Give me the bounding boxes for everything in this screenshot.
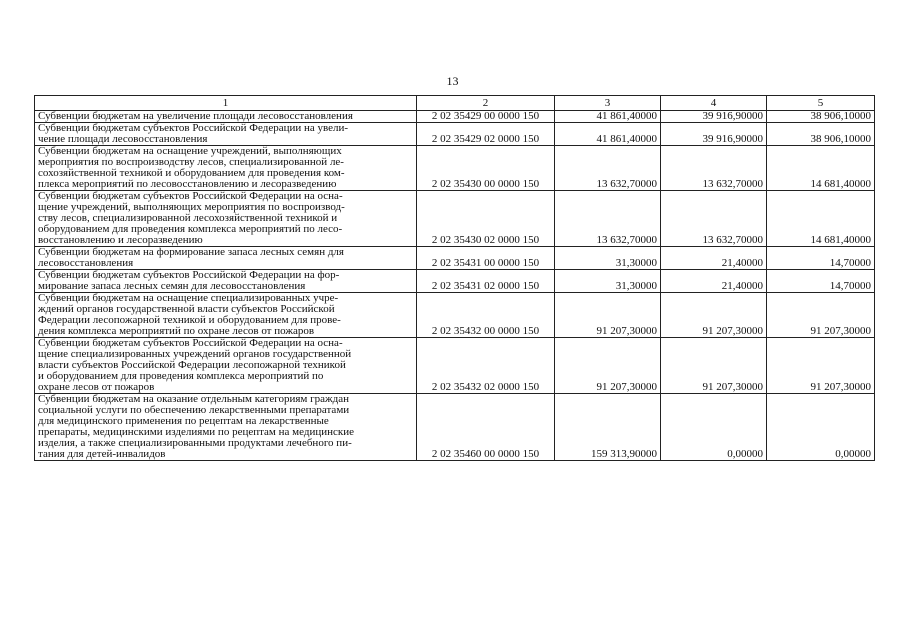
table-row <box>35 293 875 338</box>
row-description <box>35 394 417 461</box>
column-header: 4 <box>661 96 767 111</box>
amount-column-3: 31,30000 <box>555 270 661 293</box>
budget-classification-code: 2 02 35430 00 0000 150 <box>417 146 555 191</box>
description-line: Субвенции бюджетам субъектов Российской Федерации на осна- <box>38 337 343 349</box>
amount-column-3: 41 861,40000 <box>555 111 661 123</box>
description-line: социальной услуги по обеспечению лекарственными препаратами <box>38 404 350 416</box>
table-row <box>35 111 875 123</box>
column-header: 3 <box>555 96 661 111</box>
description-line: изделия, а также специализированными продуктами лечебного пи- <box>38 437 352 449</box>
description-line: ству лесов, специализированной лесохозяйственной техникой и <box>38 212 338 224</box>
amount-column-4: 0,00000 <box>661 394 767 461</box>
amount-column-4: 13 632,70000 <box>661 146 767 191</box>
row-description <box>35 293 417 338</box>
amount-column-4: 21,40000 <box>661 270 767 293</box>
budget-classification-code: 2 02 35430 02 0000 150 <box>417 191 555 247</box>
description-line: мирование запаса лесных семян для лесовосстановления <box>38 280 306 292</box>
description-line: Федерации лесопожарной техникой и оборудованием для прове- <box>38 314 341 326</box>
amount-column-5: 91 207,30000 <box>767 338 875 394</box>
budget-classification-code: 2 02 35431 02 0000 150 <box>417 270 555 293</box>
table-row <box>35 146 875 191</box>
amount-column-4: 39 916,90000 <box>661 111 767 123</box>
amount-column-5: 38 906,10000 <box>767 123 875 146</box>
description-line: Субвенции бюджетам на увеличение площади лесовосстановления <box>38 110 353 122</box>
description-line: восстановлению и лесоразведению <box>38 234 203 246</box>
amount-column-5: 0,00000 <box>767 394 875 461</box>
budget-classification-code: 2 02 35429 00 0000 150 <box>417 111 555 123</box>
description-line: щение учреждений, выполняющих мероприятия по воспроизвод- <box>38 201 345 213</box>
description-line: ждений органов государственной власти субъектов Российской <box>38 303 335 315</box>
description-line: Субвенции бюджетам на формирование запаса лесных семян для <box>38 246 344 258</box>
description-line: Субвенции бюджетам субъектов Российской Федерации на осна- <box>38 190 343 202</box>
description-line: Субвенции бюджетам субъектов Российской Федерации на увели- <box>38 122 349 134</box>
description-line: тания для детей-инвалидов <box>38 448 166 460</box>
column-header: 2 <box>417 96 555 111</box>
amount-column-3: 91 207,30000 <box>555 338 661 394</box>
description-line: власти субъектов Российской Федерации лесопожарной техникой <box>38 359 346 371</box>
amount-column-4: 91 207,30000 <box>661 338 767 394</box>
description-line: дения комплекса мероприятий по охране лесов от пожаров <box>38 325 315 337</box>
amount-column-3: 41 861,40000 <box>555 123 661 146</box>
amount-column-3: 13 632,70000 <box>555 146 661 191</box>
table-row <box>35 338 875 394</box>
description-line: мероприятия по воспроизводству лесов, специализированной ле- <box>38 156 344 168</box>
budget-classification-code: 2 02 35431 00 0000 150 <box>417 247 555 270</box>
description-line: и оборудованием для проведения комплекса мероприятий по <box>38 370 324 382</box>
description-line: оборудованием для проведения комплекса мероприятий по лесо- <box>38 223 343 235</box>
description-line: плекса мероприятий по лесовосстановлению и лесоразведению <box>38 178 337 190</box>
amount-column-3: 13 632,70000 <box>555 191 661 247</box>
budget-classification-code: 2 02 35429 02 0000 150 <box>417 123 555 146</box>
column-header: 5 <box>767 96 875 111</box>
table-row <box>35 247 875 270</box>
budget-table <box>34 95 875 461</box>
description-line: сохозяйственной техникой и оборудованием для проведения ком- <box>38 167 345 179</box>
amount-column-4: 91 207,30000 <box>661 293 767 338</box>
budget-classification-code: 2 02 35432 00 0000 150 <box>417 293 555 338</box>
budget-classification-code: 2 02 35432 02 0000 150 <box>417 338 555 394</box>
amount-column-4: 39 916,90000 <box>661 123 767 146</box>
amount-column-5: 14 681,40000 <box>767 146 875 191</box>
amount-column-5: 14,70000 <box>767 247 875 270</box>
amount-column-3: 31,30000 <box>555 247 661 270</box>
table-row <box>35 270 875 293</box>
row-description <box>35 191 417 247</box>
amount-column-4: 21,40000 <box>661 247 767 270</box>
amount-column-3: 91 207,30000 <box>555 293 661 338</box>
table-row <box>35 394 875 461</box>
amount-column-4: 13 632,70000 <box>661 191 767 247</box>
page-number: 13 <box>446 74 459 88</box>
column-header: 1 <box>35 96 417 111</box>
amount-column-5: 38 906,10000 <box>767 111 875 123</box>
description-line: охране лесов от пожаров <box>38 381 155 393</box>
row-description <box>35 270 417 293</box>
description-line: Субвенции бюджетам на оснащение учреждений, выполняющих <box>38 145 342 157</box>
row-description <box>35 111 417 123</box>
description-line: лесовосстановления <box>38 257 134 269</box>
budget-classification-code: 2 02 35460 00 0000 150 <box>417 394 555 461</box>
description-line: препараты, медицинскими изделиями по рецептам на медицинские <box>38 426 354 438</box>
row-description <box>35 338 417 394</box>
amount-column-5: 14,70000 <box>767 270 875 293</box>
description-line: для медицинского применения по рецептам на лекарственные <box>38 415 329 427</box>
row-description <box>35 247 417 270</box>
amount-column-5: 91 207,30000 <box>767 293 875 338</box>
amount-column-5: 14 681,40000 <box>767 191 875 247</box>
description-line: Субвенции бюджетам на оказание отдельным категориям граждан <box>38 393 349 405</box>
row-description <box>35 146 417 191</box>
description-line: Субвенции бюджетам субъектов Российской Федерации на фор- <box>38 269 340 281</box>
amount-column-3: 159 313,90000 <box>555 394 661 461</box>
description-line: Субвенции бюджетам на оснащение специализированных учре- <box>38 292 339 304</box>
row-description <box>35 123 417 146</box>
table-row <box>35 191 875 247</box>
description-line: чение площади лесовосстановления <box>38 133 208 145</box>
table-header-row <box>35 96 875 111</box>
table-row <box>35 123 875 146</box>
description-line: щение специализированных учреждений органов государственной <box>38 348 352 360</box>
